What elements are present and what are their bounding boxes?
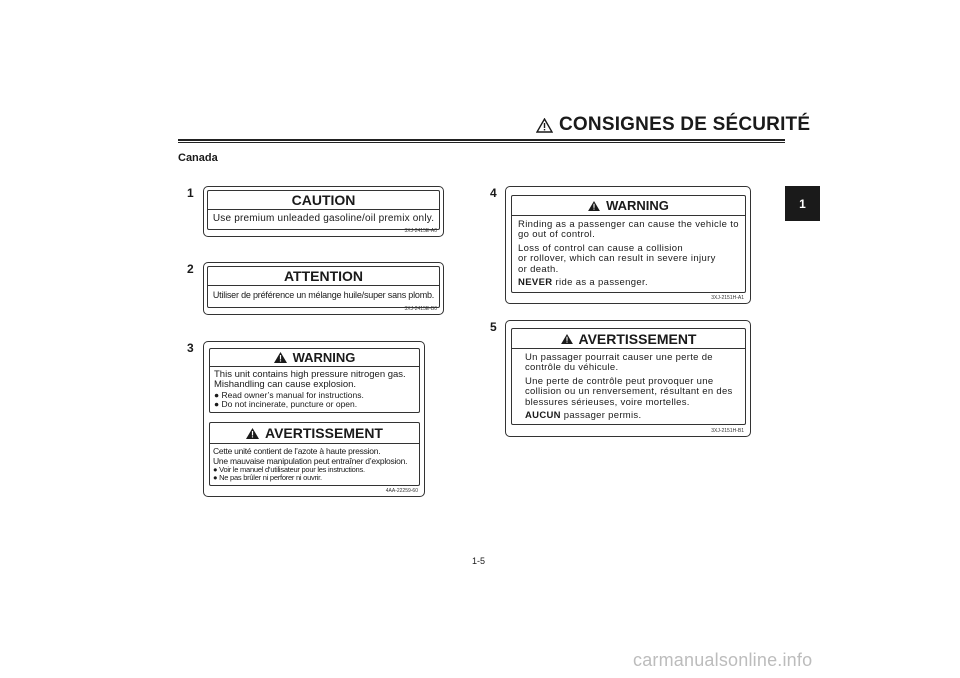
label-code: 3XJ-2151H-B1 <box>711 428 744 434</box>
label-title-en <box>210 349 419 367</box>
label-paragraph-1: Rinding as a passenger can cause the vehicle to go out of control. <box>518 219 739 241</box>
page-number: 1-5 <box>472 556 486 566</box>
label-text: Utiliser de préférence un mélange huile/super sans plomb. <box>212 290 435 300</box>
label-number-4: 4 <box>490 186 497 200</box>
label-caution <box>203 186 444 237</box>
label-paragraph-3: ride as a passenger. <box>552 277 649 289</box>
label-number-1: 1 <box>187 186 194 200</box>
label-number-2: 2 <box>187 262 194 276</box>
label-attention <box>203 262 444 315</box>
label-number-5: 5 <box>490 320 497 334</box>
label-text: Use premium unleaded gasoline/oil premix only. <box>212 213 435 224</box>
watermark: carmanualsonline.info <box>633 650 813 670</box>
label-fr-bullet1: Voir le manuel d’utilisateur pour les instructions. <box>219 465 365 475</box>
label-en-line1: This unit contains high pressure nitrogen gas. <box>214 369 406 380</box>
label-paragraph-3: passager permis. <box>560 410 642 422</box>
label-code: 3XJ-2415E-A0 <box>404 228 437 234</box>
label-code: 3XJ-2415E-B0 <box>404 306 437 312</box>
label-title: CAUTION <box>208 191 439 210</box>
label-paragraph-2: Une perte de contrôle peut provoquer une collision ou un renversement, résultant en des blessures sérieuses, voire mortelles. <box>525 375 733 408</box>
label-emphasis: NEVER <box>518 277 553 289</box>
label-title-fr-text: AVERTISSEMENT <box>265 425 383 441</box>
chapter-tab: 1 <box>785 186 820 221</box>
label-title-text: WARNING <box>606 198 669 213</box>
label-number-3: 3 <box>187 341 194 355</box>
label-fr-line2: Une mauvaise manipulation peut entraîner d’explosion. <box>213 455 408 466</box>
label-title-en-text: WARNING <box>292 350 356 365</box>
warning-triangle-icon <box>561 334 573 344</box>
warning-triangle-icon <box>588 201 600 211</box>
label-paragraph-1: Un passager pourrait causer une perte de contrôle du véhicule. <box>525 352 713 374</box>
label-title-fr <box>210 423 419 444</box>
label-code: 4AA-22259-60 <box>385 488 418 494</box>
header-rule <box>178 139 785 143</box>
label-title <box>512 329 745 349</box>
label-en-bullet2: Do not incinerate, puncture or open. <box>221 398 358 409</box>
label-fr-bullet2: Ne pas brûler ni perforer ni ouvrir. <box>219 473 322 483</box>
section-title-text: CONSIGNES DE SÉCURITÉ <box>559 114 811 135</box>
label-title: ATTENTION <box>208 267 439 286</box>
label-en-line2: Mishandling can cause explosion. <box>214 379 357 391</box>
label-paragraph-2b: or rollover, which can result in severe injury <box>518 253 716 265</box>
label-emphasis: AUCUN <box>525 410 561 422</box>
label-nitrogen-warning: WARNING This unit contains high pressure nitrogen gas. Mishandling can cause explosion. ● Read owner’s manual for instructions. ● Do not incinerate, puncture or open. AVERTISSEMENT Cette unité contient de l’azote à haute pression. Une mauvaise manipulation peut entraîner d’explosion. ● Voir le manuel d’utilisateur pour les instructions. ● Ne pas brûler ni perforer ni ouvrir. 4AA-22259-60 <box>203 341 425 497</box>
warning-triangle-icon <box>246 428 259 439</box>
label-code: 3XJ-2151H-A1 <box>711 295 744 301</box>
warning-triangle-icon <box>536 118 553 133</box>
label-passenger-warning <box>505 186 751 304</box>
label-paragraph-2a: Loss of control can cause a collision <box>518 242 684 254</box>
warning-triangle-icon <box>274 352 287 363</box>
label-fr-line1: Cette unité contient de l’azote à haute pression. <box>213 446 381 456</box>
label-title <box>512 196 745 216</box>
label-title-text: AVERTISSEMENT <box>578 330 697 347</box>
region-label: Canada <box>178 152 218 164</box>
section-title <box>536 114 810 136</box>
label-paragraph-2c: or death. <box>518 263 559 275</box>
label-avertissement <box>505 320 751 437</box>
label-en-bullet1: Read owner’s manual for instructions. <box>221 389 364 400</box>
